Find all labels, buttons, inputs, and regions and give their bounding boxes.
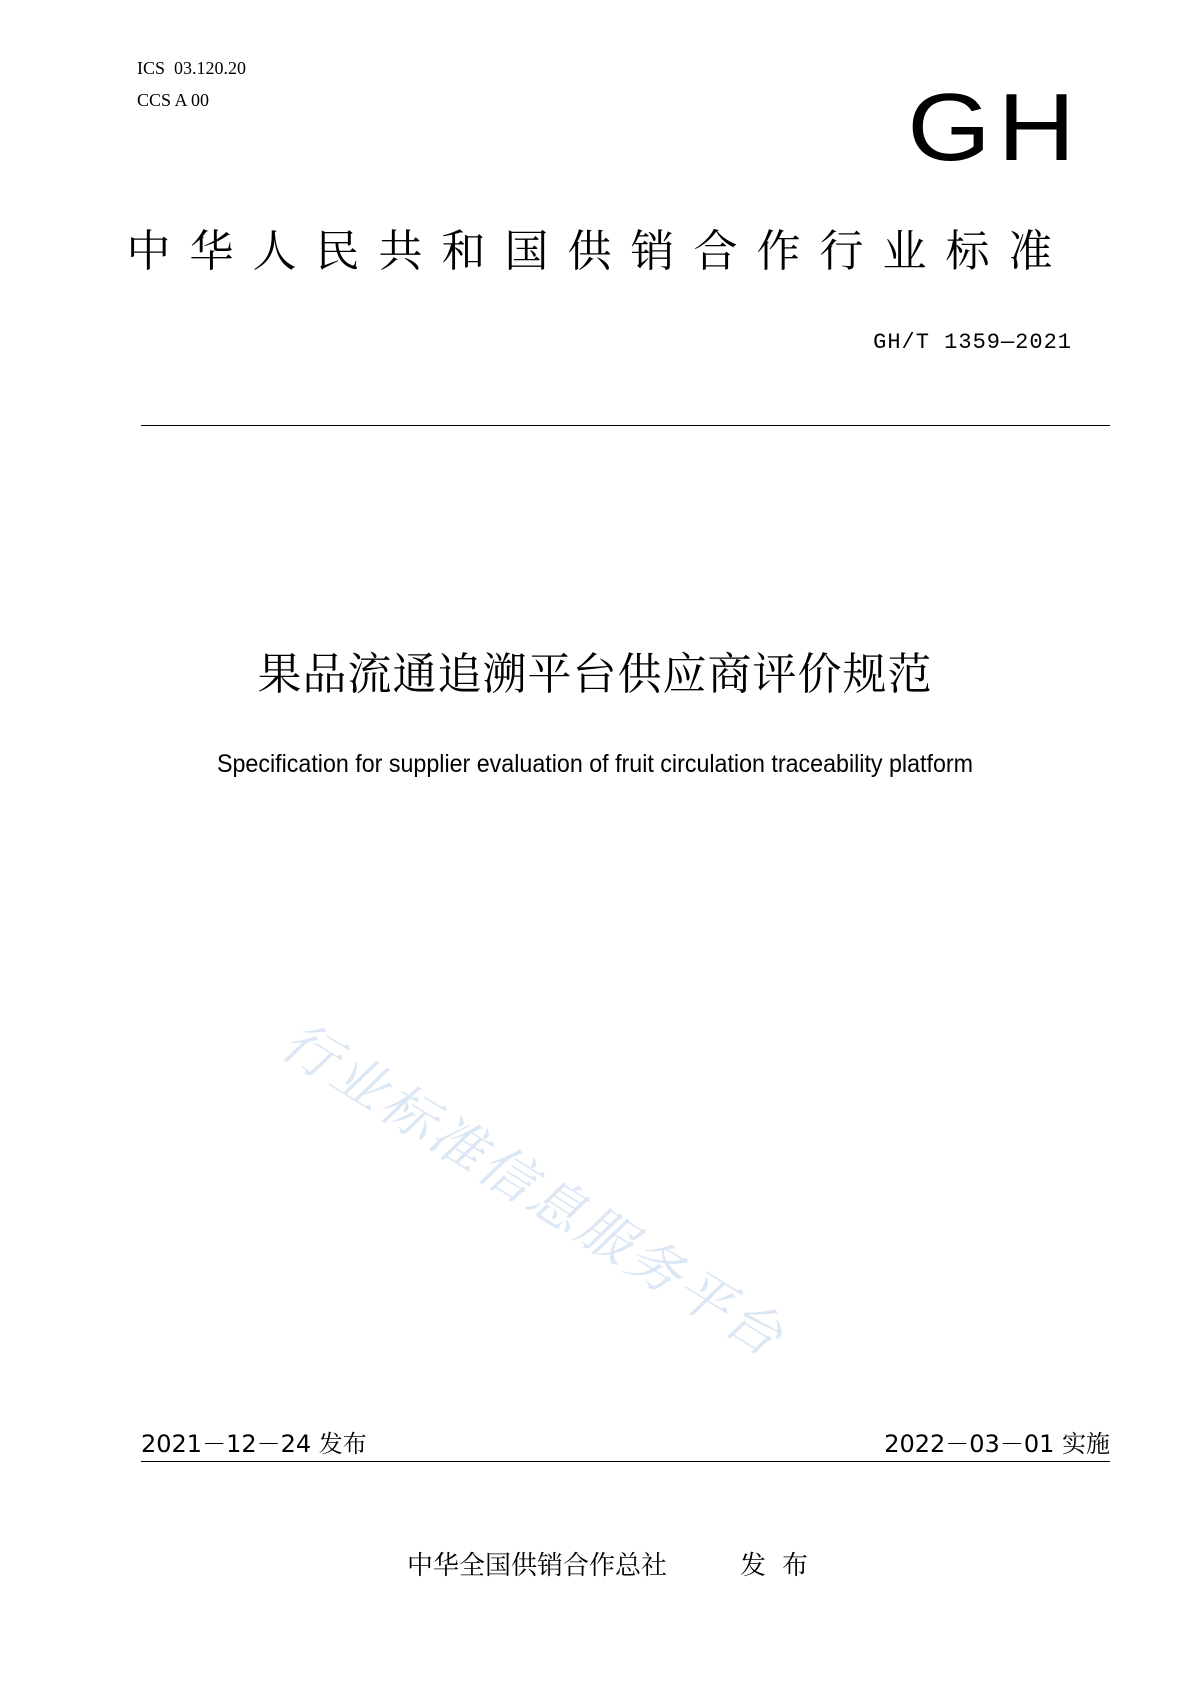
gh-logo: GH [907,74,1082,181]
publisher-name: 中华全国供销合作总社 [407,1551,668,1581]
document-title-chinese: 果品流通追溯平台供应商评价规范 [257,649,933,700]
ccs-code: CCS A 00 [137,90,210,110]
standard-number: GH/T 1359—2021 [873,330,1072,355]
watermark: 行业标准信息服务平台 [270,1009,797,1371]
top-divider [141,425,1110,426]
issue-date: 2021－12－24 发布 [141,1430,367,1458]
document-title-english: Specification for supplier evaluation of fruit circulation traceability platform [216,750,973,778]
ics-code: ICS 03.120.20 [137,58,247,78]
bottom-divider [141,1461,1110,1462]
industry-standard-heading: 中华人民共和国供销合作行业标准 [126,226,1072,277]
effective-date: 2022－03－01 实施 [884,1430,1110,1458]
publish-label: 发布 [740,1551,825,1581]
